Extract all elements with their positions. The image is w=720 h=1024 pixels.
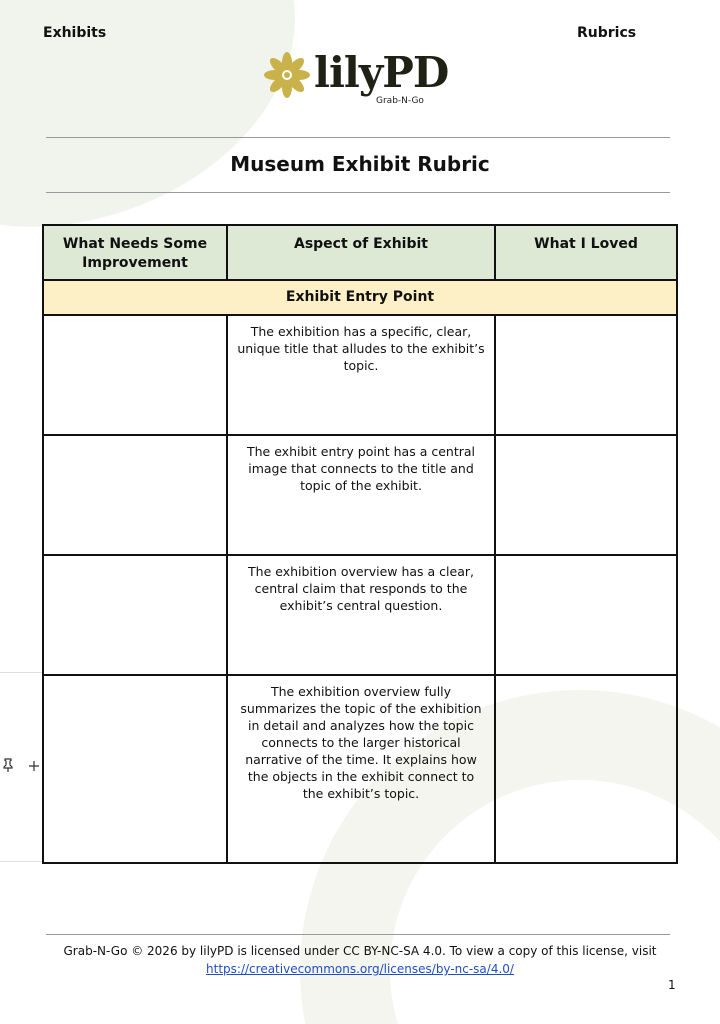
loved-cell[interactable] [495,555,677,675]
row-guide-line [0,861,42,862]
pin-icon[interactable] [2,758,14,776]
rubric-table [42,224,678,864]
plus-icon[interactable] [28,760,40,776]
footer-rule [46,934,670,935]
footer [0,942,720,978]
improvement-cell[interactable] [43,555,227,675]
improvement-cell[interactable] [43,435,227,555]
aspect-cell: The exhibition has a specific, clear, unique title that alludes to the exhibit’s topic. [227,315,495,435]
logo-tagline: Grab-N-Go [376,96,424,106]
improvement-cell[interactable] [43,675,227,863]
exhibits-link[interactable]: Exhibits [43,25,107,41]
column-header-loved: What I Loved [495,225,677,280]
lily-flower-icon [264,52,310,98]
title-rule-bottom [46,192,670,193]
logo-wordmark: lilyPD [314,48,449,97]
rubrics-link[interactable]: Rubrics [577,25,637,41]
page-title: Museum Exhibit Rubric [230,152,490,176]
row-tools [2,758,50,776]
table-header-row [43,225,677,280]
table-row [43,555,677,675]
column-header-aspect: Aspect of Exhibit [227,225,495,280]
license-link[interactable]: https://creativecommons.org/licenses/by-nc-sa/4.0/ [206,962,514,976]
section-heading: Exhibit Entry Point [43,280,677,315]
row-guide-line [0,672,42,673]
table-row [43,435,677,555]
loved-cell[interactable] [495,315,677,435]
lilypd-logo [264,48,464,112]
license-text: Grab-N-Go © 2026 by lilyPD is licensed under CC BY-NC-SA 4.0. To view a copy of this license, visit [63,944,657,958]
aspect-cell: The exhibition overview has a clear, central claim that responds to the exhibit’s central question. [227,555,495,675]
aspect-cell: The exhibit entry point has a central image that connects to the title and topic of the exhibit. [227,435,495,555]
loved-cell[interactable] [495,435,677,555]
section-row [43,280,677,315]
table-row [43,315,677,435]
loved-cell[interactable] [495,675,677,863]
page-number: 1 [668,978,676,992]
column-header-improvement: What Needs Some Improvement [43,225,227,280]
table-row [43,675,677,863]
improvement-cell[interactable] [43,315,227,435]
aspect-cell: The exhibition overview fully summarizes the topic of the exhibition in detail and analyzes how the topic connects to the larger historical narrative of the time. It explains how the objects in the exhibit connect to the exhibit’s topic. [227,675,495,863]
title-rule-top [46,137,670,138]
